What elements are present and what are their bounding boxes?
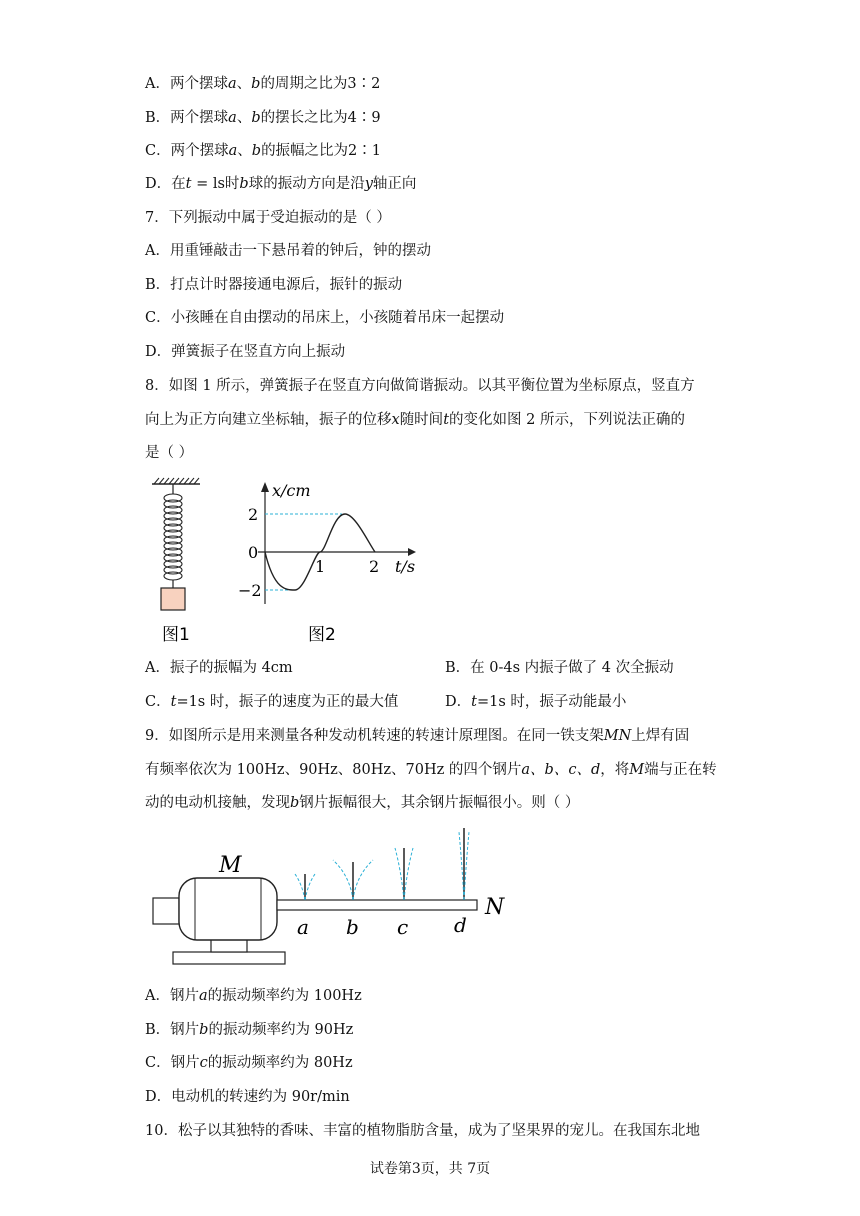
- reed-c: [395, 848, 413, 900]
- fig2-label: 图2: [308, 625, 336, 645]
- fig1-label: 图1: [162, 625, 190, 645]
- label-c: c: [397, 915, 409, 939]
- oscillator-block: [161, 588, 185, 610]
- q9-stem-line3: 动的电动机接触，发现b钢片振幅很大，其余钢片振幅很小。则（ ）: [145, 795, 580, 811]
- q6-option-d: D．在t = ls时b球的振动方向是沿y轴正向: [145, 176, 417, 192]
- q6-option-c: C．两个摆球a、b的振幅之比为2∶1: [145, 143, 382, 159]
- q8-option-c: C．t=1s 时，振子的速度为正的最大值: [145, 694, 399, 710]
- x-axis-arrow: [261, 482, 269, 492]
- tick-neg2: −2: [238, 581, 262, 600]
- q8-stem-line1: 8．如图 1 所示，弹簧振子在竖直方向做简谐振动。以其平衡位置为坐标原点，竖直方: [145, 378, 695, 394]
- page-footer: 试卷第3页，共 7页: [369, 1161, 491, 1177]
- q10-stem-line1: 10．松子以其独特的香味、丰富的植物脂肪含量，成为了坚果界的宠儿。在我国东北地: [145, 1123, 700, 1139]
- q8-stem-line2: 向上为正方向建立坐标轴，振子的位移x随时间t的变化如图 2 所示，下列说法正确的: [145, 412, 685, 428]
- xt-graph: [238, 481, 416, 604]
- t-axis-label: t/s: [395, 557, 416, 576]
- q7-stem: 7．下列振动中属于受迫振动的是（ ）: [145, 210, 391, 226]
- q7-option-d: D．弹簧振子在竖直方向上振动: [145, 344, 346, 360]
- tick-0: 0: [248, 543, 259, 562]
- label-d: d: [454, 913, 467, 937]
- q6-option-b: B．两个摆球a、b的摆长之比为4∶9: [145, 110, 381, 126]
- q7-option-c: C．小孩睡在自由摆动的吊床上，小孩随着吊床一起摆动: [145, 310, 505, 326]
- q9-option-c: C．钢片c的振动频率约为 80Hz: [145, 1055, 353, 1071]
- label-b: b: [346, 915, 359, 939]
- q9-option-d: D．电动机的转速约为 90r/min: [145, 1089, 350, 1105]
- q6-option-a: A．两个摆球a、b的周期之比为3∶2: [145, 76, 381, 92]
- q8-option-b: B．在 0-4s 内振子做了 4 次全振动: [445, 660, 674, 676]
- label-n: N: [485, 895, 505, 920]
- q9-option-a: A．钢片a的振动频率约为 100Hz: [145, 988, 362, 1004]
- q8-figure: [140, 472, 430, 652]
- q9-stem-line2: 有频率依次为 100Hz、90Hz、80Hz、70Hz 的四个钢片a、b、c、d，将M端与正在转: [145, 762, 717, 778]
- x-axis-label: x/cm: [272, 481, 311, 500]
- spring-oscillator-diagram: [152, 478, 200, 610]
- q8-stem-line3: 是（ ）: [145, 445, 194, 461]
- reed-a: [295, 874, 315, 900]
- q9-figure: [145, 822, 525, 972]
- iron-bar-mn: [277, 900, 477, 910]
- q7-option-b: B．打点计时器接通电源后，振针的振动: [145, 277, 403, 293]
- motor-base: [173, 952, 285, 964]
- motor-shaft: [153, 898, 179, 924]
- label-m: M: [219, 853, 242, 878]
- q8-option-a: A．振子的振幅为 4cm: [145, 660, 293, 676]
- tick-t1: 1: [315, 557, 326, 576]
- reed-b: [333, 860, 373, 900]
- label-a: a: [297, 915, 309, 939]
- t-axis-arrow: [408, 548, 416, 556]
- reed-d: [459, 828, 469, 900]
- tick-2: 2: [248, 505, 259, 524]
- q9-option-b: B．钢片b的振动频率约为 90Hz: [145, 1022, 354, 1038]
- q9-stem-line1: 9．如图所示是用来测量各种发动机转速的转速计原理图。在同一铁支架MN上焊有固: [145, 728, 690, 744]
- tick-t2: 2: [369, 557, 380, 576]
- q8-option-d: D．t=1s 时，振子动能最小: [445, 694, 627, 710]
- motor-body: [179, 878, 277, 940]
- q7-option-a: A．用重锤敲击一下悬吊着的钟后，钟的摆动: [145, 243, 431, 259]
